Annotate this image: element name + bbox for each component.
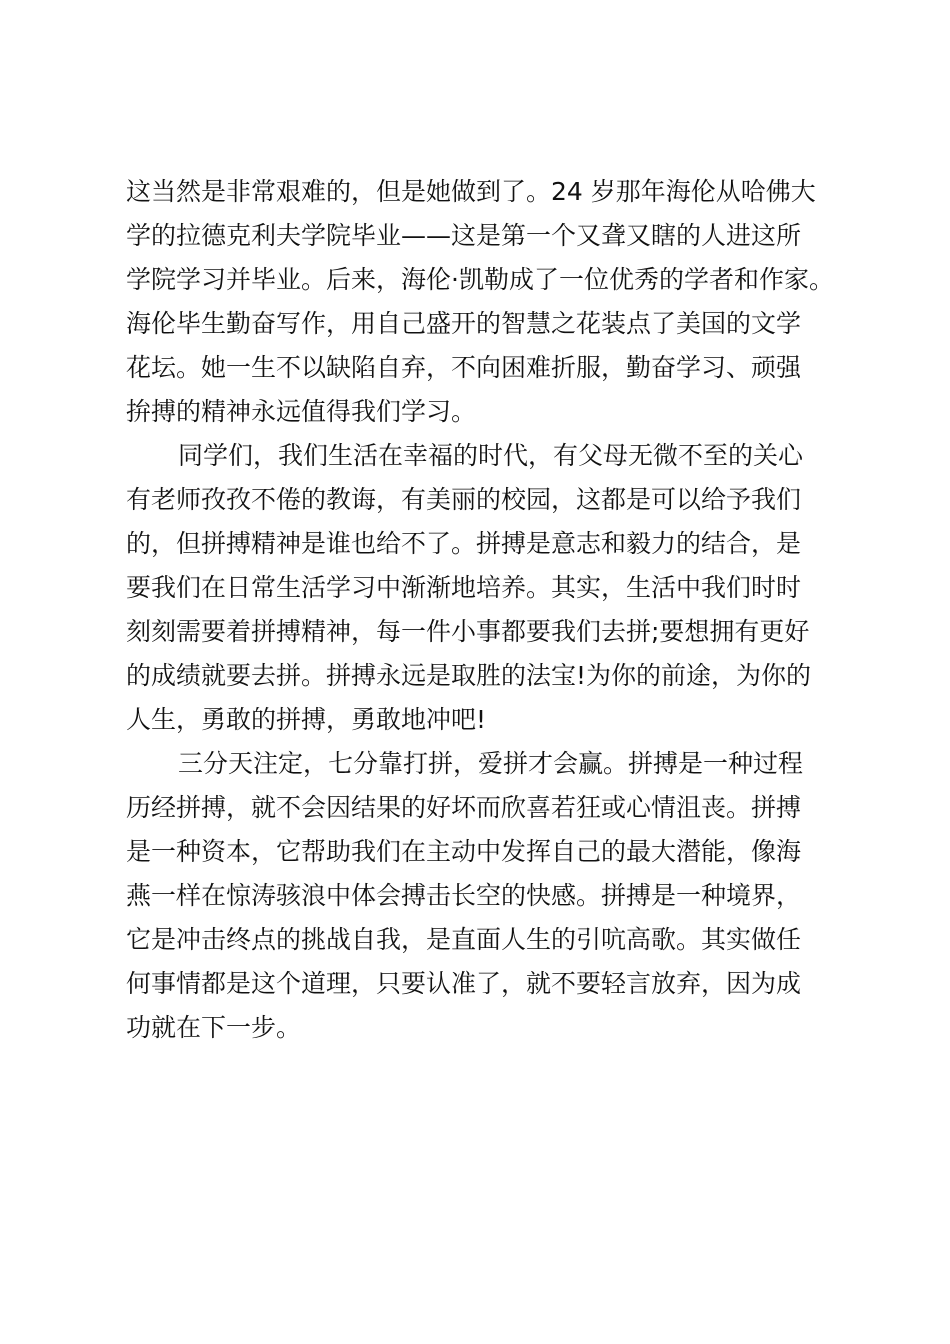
text-line: 学的拉德克利夫学院毕业——这是第一个又聋又瞎的人进这所: [126, 221, 802, 250]
text-line: 功就在下一步。: [126, 1013, 302, 1042]
body-text: [126, 170, 846, 1050]
paragraph-2: [126, 434, 846, 742]
text-line: 是一种资本，它帮助我们在主动中发挥自己的最大潜能，像海: [126, 837, 802, 866]
text-line: 燕一样在惊涛骇浪中体会搏击长空的快感。拼搏是一种境界，: [126, 881, 802, 910]
text-line: 花坛。她一生不以缺陷自弃，不向困难折服，勤奋学习、顽强: [126, 353, 802, 382]
text-line: 同学们，我们生活在幸福的时代，有父母无微不至的关心: [178, 441, 804, 470]
text-line: 这当然是非常艰难的，但是她做到了。24 岁那年海伦从哈佛大: [126, 177, 816, 206]
text-line: 学院学习并毕业。后来，海伦·凯勒成了一位优秀的学者和作家。: [126, 265, 834, 294]
text-line: 刻刻需要着拼搏精神，每一件小事都要我们去拼;要想拥有更好: [126, 617, 810, 646]
text-line: 人生，勇敢的拼搏，勇敢地冲吧!: [126, 705, 487, 734]
text-line: 拚搏的精神永远值得我们学习。: [126, 397, 477, 426]
text-line: 有老师孜孜不倦的教诲，有美丽的校园，这都是可以给予我们: [126, 485, 802, 514]
paragraph-3: [126, 742, 846, 1050]
text-line: 要我们在日常生活学习中渐渐地培养。其实，生活中我们时时: [126, 573, 802, 602]
text-line: 海伦毕生勤奋写作，用自己盛开的智慧之花装点了美国的文学: [126, 309, 802, 338]
text-line: 的，但拼搏精神是谁也给不了。拼搏是意志和毅力的结合，是: [126, 529, 802, 558]
paragraph-1: [126, 170, 846, 434]
text-line: 它是冲击终点的挑战自我，是直面人生的引吭高歌。其实做任: [126, 925, 802, 954]
text-line: 何事情都是这个道理，只要认准了，就不要轻言放弃，因为成: [126, 969, 802, 998]
text-line: 三分天注定，七分靠打拼，爱拼才会赢。拼搏是一种过程: [178, 749, 804, 778]
text-line: 的成绩就要去拼。拼搏永远是取胜的法宝!为你的前途，为你的: [126, 661, 812, 690]
text-line: 历经拼搏，就不会因结果的好坏而欣喜若狂或心情沮丧。拼搏: [126, 793, 802, 822]
